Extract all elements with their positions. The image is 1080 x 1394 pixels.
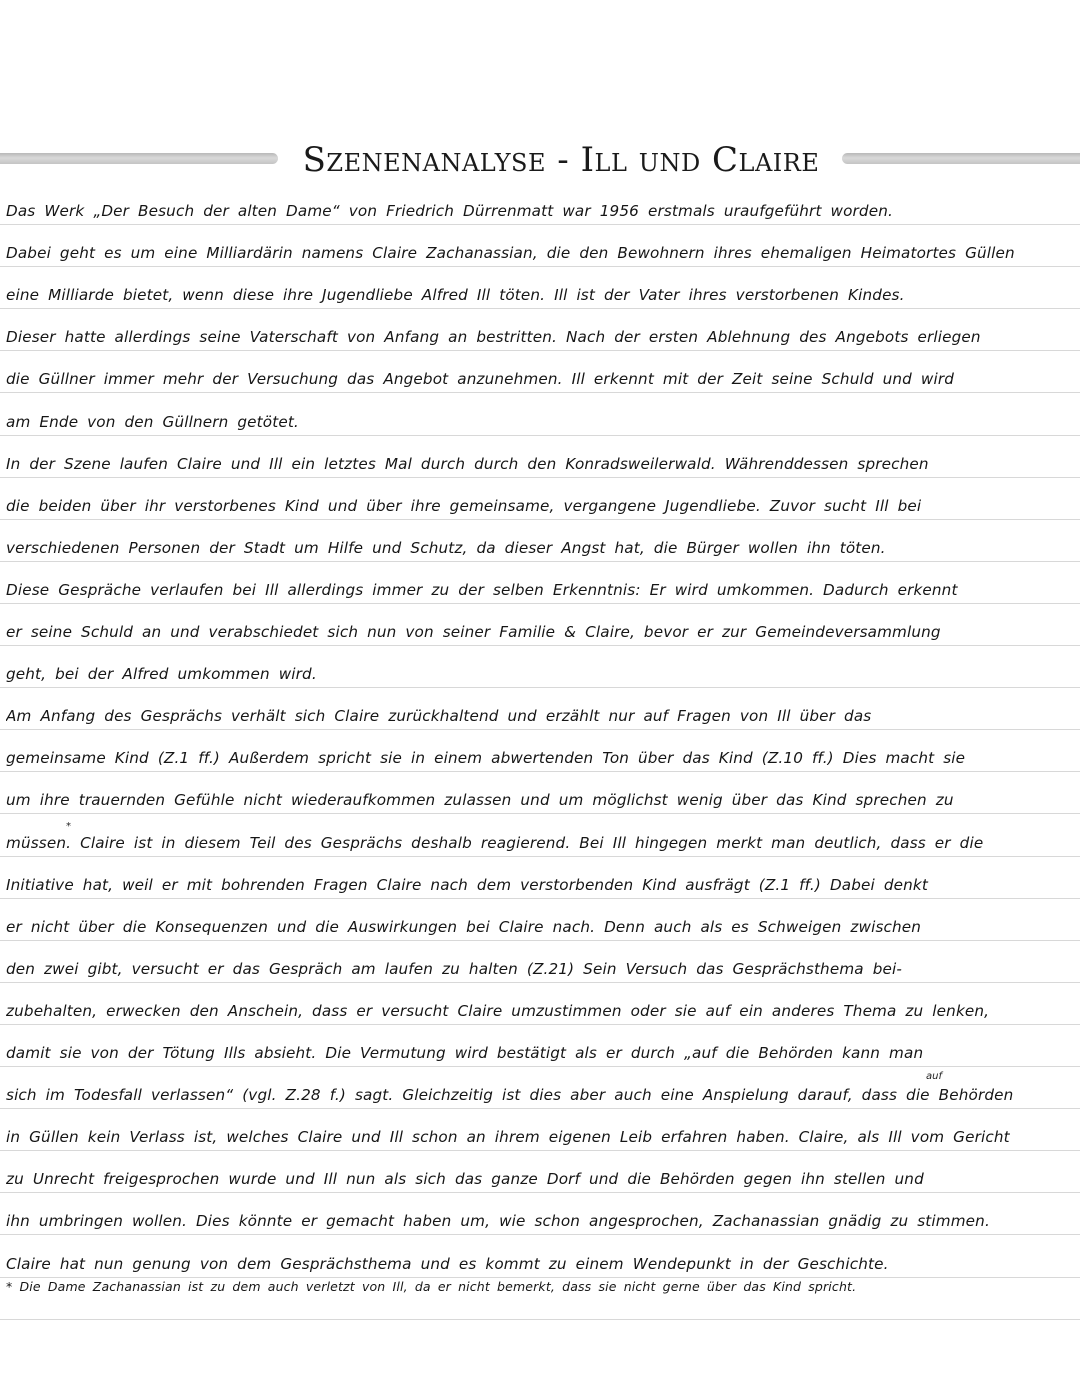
ruled-line <box>0 856 1080 857</box>
ruled-line <box>0 1024 1080 1025</box>
text-line: Dabei geht es um eine Milliardärin namens Claire Zachanassian, die den Bewohnern ihres ehemaligen Heimatortes Güllen <box>6 244 1015 262</box>
insert-star-mark: * <box>66 821 71 832</box>
text-line: die Güllner immer mehr der Versuchung das Angebot anzunehmen. Ill erkennt mit der Zeit seine Schuld und wird <box>6 370 955 388</box>
ruled-line <box>0 1234 1080 1235</box>
text-line: gemeinsame Kind (Z.1 ff.) Außerdem spricht sie in einem abwertenden Ton über das Kind (Z.10 ff.) Dies macht sie <box>6 749 966 767</box>
ruled-line <box>0 898 1080 899</box>
ruled-line <box>0 266 1080 267</box>
ruled-line <box>0 645 1080 646</box>
text-line: verschiedenen Personen der Stadt um Hilfe und Schutz, da dieser Angst hat, die Bürger wollen ihn töten. <box>6 539 886 557</box>
ruled-line <box>0 1066 1080 1067</box>
text-line: er seine Schuld an und verabschiedet sich nun von seiner Familie & Claire, bevor er zur Gemeindeversammlung <box>6 623 941 641</box>
ruled-line <box>0 308 1080 309</box>
text-line: Am Anfang des Gesprächs verhält sich Claire zurückhaltend und erzählt nur auf Fragen von Ill über das <box>6 707 872 725</box>
text-line: zu Unrecht freigesprochen wurde und Ill nun als sich das ganze Dorf und die Behörden gegen ihn stellen und <box>6 1170 924 1188</box>
ruled-line <box>0 1150 1080 1151</box>
title-row <box>0 140 1080 184</box>
ruled-line <box>0 982 1080 983</box>
ruled-line <box>0 1319 1080 1320</box>
ruled-line <box>0 477 1080 478</box>
ruled-line <box>0 1108 1080 1109</box>
text-line: um ihre trauernden Gefühle nicht wiederaufkommen zulassen und um möglichst wenig über das Kind sprechen zu <box>6 791 954 809</box>
ruled-line <box>0 1192 1080 1193</box>
text-line: in Güllen kein Verlass ist, welches Claire und Ill schon an ihrem eigenen Leib erfahren haben. Claire, als Ill vom Gericht <box>6 1128 1010 1146</box>
page-title: Szenenanalyse - Ill und Claire <box>302 140 820 180</box>
ruled-line <box>0 561 1080 562</box>
ruled-line <box>0 687 1080 688</box>
text-line: den zwei gibt, versucht er das Gespräch am laufen zu halten (Z.21) Sein Versuch das Gesprächsthema bei- <box>6 960 902 978</box>
ruled-line <box>0 940 1080 941</box>
insert-auf-mark: auf <box>926 1071 942 1082</box>
ruled-line <box>0 519 1080 520</box>
text-line: damit sie von der Tötung Ills absieht. Die Vermutung wird bestätigt als er durch „auf die Behörden kann man <box>6 1044 924 1062</box>
ruled-line <box>0 392 1080 393</box>
text-line: geht, bei der Alfred umkommen wird. <box>6 665 317 683</box>
text-line: müssen. Claire ist in diesem Teil des Gesprächs deshalb reagierend. Bei Ill hingegen merkt man deutlich, dass er die <box>6 834 984 852</box>
text-line: er nicht über die Konsequenzen und die Auswirkungen bei Claire nach. Denn auch als es Schweigen zwischen <box>6 918 922 936</box>
text-line: eine Milliarde bietet, wenn diese ihre Jugendliebe Alfred Ill töten. Ill ist der Vater ihres verstorbenen Kindes. <box>6 286 905 304</box>
text-line: Diese Gespräche verlaufen bei Ill allerdings immer zu der selben Erkenntnis: Er wird umkommen. Dadurch erkennt <box>6 581 958 599</box>
ruled-line <box>0 435 1080 436</box>
ruled-line <box>0 771 1080 772</box>
ruled-line <box>0 350 1080 351</box>
footnote: * Die Dame Zachanassian ist zu dem auch verletzt von Ill, da er nicht bemerkt, dass sie nicht gerne über das Kind spricht. <box>6 1279 857 1294</box>
ruled-line <box>0 729 1080 730</box>
ruled-line <box>0 224 1080 225</box>
text-line: ihn umbringen wollen. Dies könnte er gemacht haben um, wie schon angesprochen, Zachanassian gnädig zu stimmen. <box>6 1212 990 1230</box>
ruled-line <box>0 813 1080 814</box>
text-line: zubehalten, erwecken den Anschein, dass er versucht Claire umzustimmen oder sie auf ein anderes Thema zu lenken, <box>6 1002 990 1020</box>
text-line: Initiative hat, weil er mit bohrenden Fragen Claire nach dem verstorbenden Kind ausfrägt (Z.1 ff.) Dabei denkt <box>6 876 928 894</box>
text-line: Das Werk „Der Besuch der alten Dame“ von Friedrich Dürrenmatt war 1956 erstmals uraufgeführt worden. <box>6 202 893 220</box>
title-decoration-left <box>0 153 278 164</box>
text-line: sich im Todesfall verlassen“ (vgl. Z.28 f.) sagt. Gleichzeitig ist dies aber auch eine Anspielung darauf, dass die Behörden <box>6 1086 1014 1104</box>
ruled-line <box>0 1277 1080 1278</box>
ruled-line <box>0 603 1080 604</box>
text-line: In der Szene laufen Claire und Ill ein letztes Mal durch durch den Konradsweilerwald. Währenddessen sprechen <box>6 455 929 473</box>
text-line: die beiden über ihr verstorbenes Kind und über ihre gemeinsame, vergangene Jugendliebe. Zuvor sucht Ill bei <box>6 497 922 515</box>
title-decoration-right <box>842 153 1080 164</box>
text-line: Claire hat nun genung von dem Gesprächsthema und es kommt zu einem Wendepunkt in der Geschichte. <box>6 1255 889 1273</box>
text-line: am Ende von den Güllnern getötet. <box>6 413 299 431</box>
text-line: Dieser hatte allerdings seine Vaterschaft von Anfang an bestritten. Nach der ersten Ablehnung des Angebots erliegen <box>6 328 981 346</box>
